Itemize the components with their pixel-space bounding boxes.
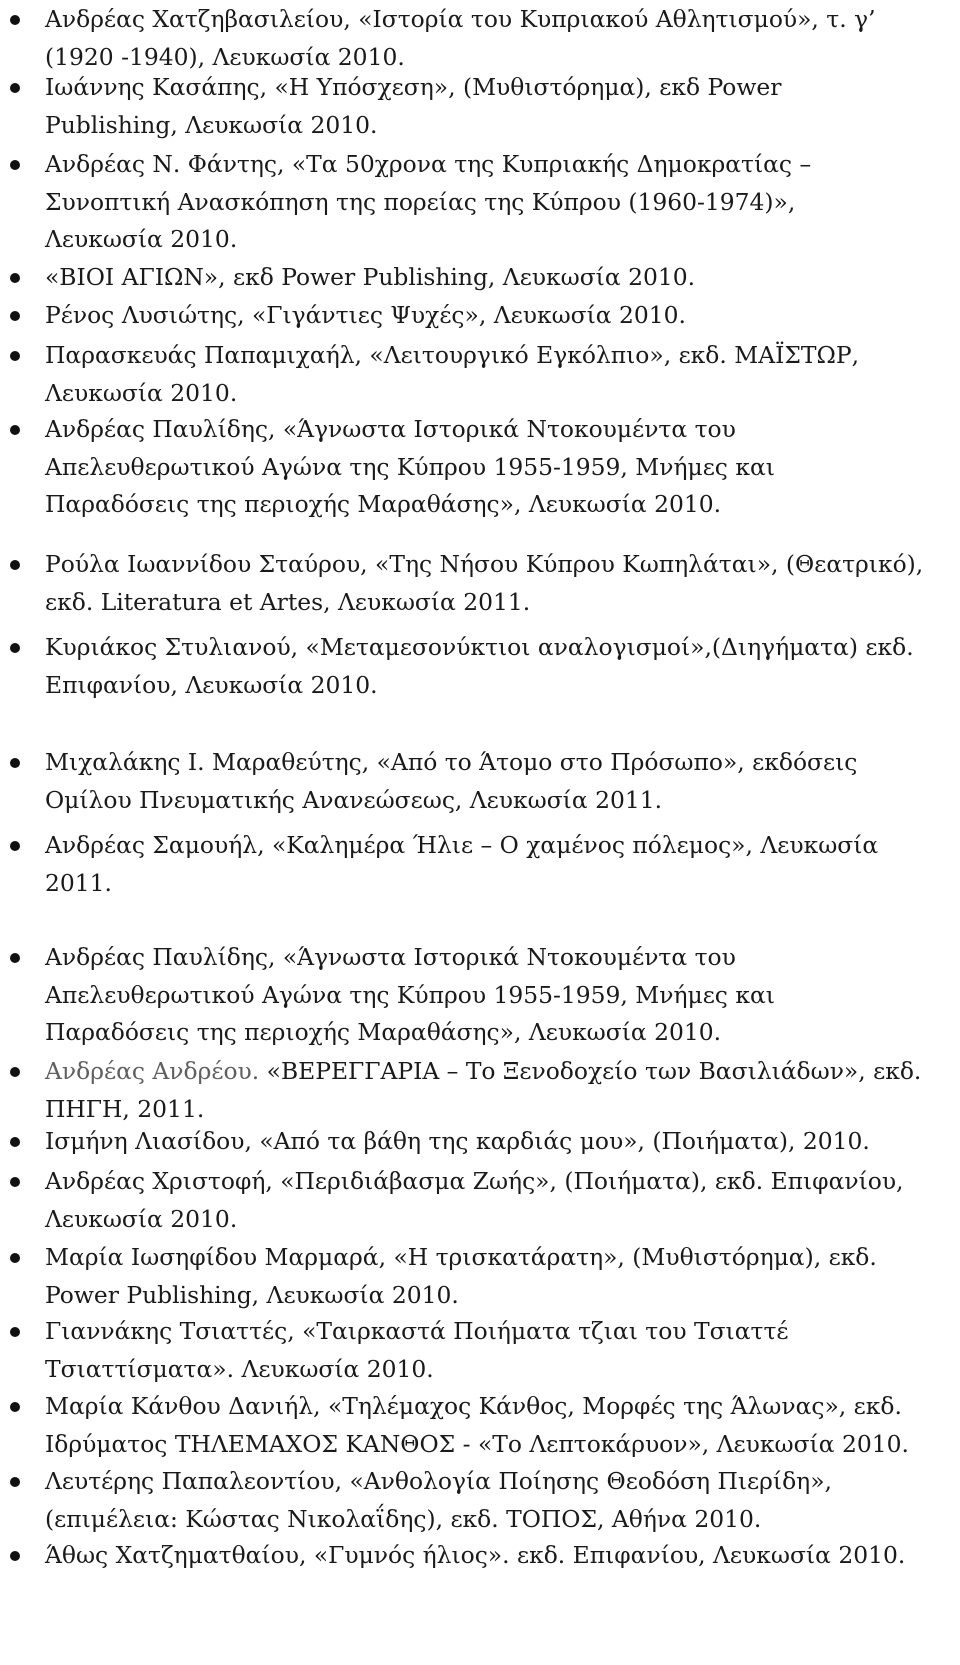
- list-item-line: [45, 628, 914, 667]
- list-item-line: [45, 976, 775, 1015]
- list-item-line: [45, 1052, 921, 1091]
- list-item-line: [45, 1276, 459, 1315]
- list-item-line: [45, 1238, 877, 1277]
- list-item-text: Ρένος Λυσιώτης, «Γιγάντιες Ψυχές», Λευκωσία 2010.: [45, 301, 686, 329]
- list-item-line: [45, 1387, 902, 1426]
- list-item-line: [45, 106, 377, 145]
- list-item-text: Ιωάννης Κασάπης, «Η Υπόσχεση», (Μυθιστόρημα), εκδ Power: [45, 73, 782, 101]
- bullet-icon: [10, 15, 20, 25]
- list-item-text: Απελευθερωτικού Αγώνα της Κύπρου 1955-1959, Μνήμες και: [45, 980, 775, 1009]
- bullet-icon: [10, 1137, 20, 1147]
- list-item-line: [45, 1162, 904, 1201]
- list-item-text: Παραδόσεις της περιοχής Μαραθάσης», Λευκωσία 2010.: [45, 490, 722, 518]
- list-item-line: [45, 1462, 832, 1501]
- bullet-icon: [10, 953, 20, 963]
- list-item-line: [45, 743, 857, 782]
- list-item-line: [45, 1500, 761, 1539]
- list-item-line: [45, 826, 878, 865]
- list-item-line: [45, 145, 811, 184]
- list-item-line: [45, 410, 736, 449]
- list-item-text: Λευκωσία 2010.: [45, 1204, 238, 1233]
- list-item-line: [45, 583, 530, 622]
- list-item-text: Μαρία Κάνθου Δανιήλ, «Τηλέμαχος Κάνθος, Μορφές της Άλωνας», εκδ.: [45, 1392, 902, 1420]
- bullet-icon: [10, 1327, 20, 1337]
- list-item-text: Ανδρέας Παυλίδης, «Άγνωστα Ιστορικά Ντοκουμέντα του: [45, 415, 736, 443]
- list-item-line: [45, 0, 876, 39]
- bullet-icon: [10, 1177, 20, 1187]
- list-item-line: [45, 545, 923, 584]
- bullet-icon: [10, 351, 20, 361]
- list-item-line: [45, 1122, 870, 1161]
- bullet-icon: [10, 643, 20, 653]
- list-item-line: [45, 1312, 789, 1351]
- list-item-text: ΠΗΓΗ, 2011.: [45, 1094, 205, 1123]
- list-item-text: Ομίλου Πνευματικής Ανανεώσεως, Λευκωσία 2011.: [45, 785, 663, 814]
- list-item-text: Κυριάκος Στυλιανού, «Μεταμεσονύκτιοι αναλογισμοί»,(Διηγήματα) εκδ.: [45, 633, 914, 661]
- list-item-text: Ισμήνη Λιασίδου, «Από τα βάθη της καρδιάς μου», (Ποιήματα), 2010.: [45, 1127, 870, 1155]
- bullet-icon: [10, 841, 20, 851]
- list-item-text: Ανδρέας Παυλίδης, «Άγνωστα Ιστορικά Ντοκουμέντα του: [45, 943, 736, 971]
- list-item-line: [45, 1013, 721, 1052]
- list-item-text: Ανδρέας Ν. Φάντης, «Τα 50χρονα της Κυπριακής Δημοκρατίας –: [45, 150, 812, 178]
- bullet-icon: [10, 1477, 20, 1487]
- list-item-text: Παραδόσεις της περιοχής Μαραθάσης», Λευκωσία 2010.: [45, 1018, 722, 1046]
- bullet-icon: [10, 83, 20, 93]
- list-item-text: (επιμέλεια: Κώστας Νικολαΐδης), εκδ. ΤΟΠΟΣ, Αθήνα 2010.: [45, 1504, 762, 1533]
- list-item-text: Απελευθερωτικού Αγώνα της Κύπρου 1955-1959, Μνήμες και: [45, 452, 775, 481]
- list-item-text: εκδ. Literatura et Artes, Λευκωσία 2011.: [45, 587, 531, 616]
- list-item-line: [45, 1425, 909, 1464]
- bullet-icon: [10, 311, 20, 321]
- list-item-text: Ανδρέας Χατζηβασιλείου, «Ιστορία του Κυπριακού Αθλητισμού», τ. γ’: [45, 5, 876, 33]
- list-item-line: [45, 864, 112, 903]
- list-item-text: Παρασκευάς Παπαμιχαήλ, «Λειτουργικό Εγκόλπιο», εκδ. ΜΑΪΣΤΩΡ,: [45, 341, 860, 369]
- list-item-text: «ΒΕΡΕΓΓΑΡΙΑ – Το Ξενοδοχείο των Βασιλιάδων», εκδ.: [259, 1057, 922, 1085]
- bullet-icon: [10, 560, 20, 570]
- list-item-text: Publishing, Λευκωσία 2010.: [45, 110, 378, 139]
- list-item-line: [45, 666, 378, 705]
- list-item-text: Ρούλα Ιωαννίδου Σταύρου, «Της Νήσου Κύπρου Κωπηλάται», (Θεατρικό),: [45, 550, 924, 578]
- list-item-line: [45, 938, 736, 977]
- list-item-line: [45, 781, 662, 820]
- bullet-icon: [10, 273, 20, 283]
- list-item-line: [45, 485, 721, 524]
- list-item-text: Γιαννάκης Τσιαττές, «Ταιρκαστά Ποιήματα τζιαι του Τσιαττέ: [45, 1317, 789, 1345]
- list-item-text: Ανδρέας Σαμουήλ, «Καλημέρα Ήλιε – Ο χαμένος πόλεμος», Λευκωσία: [45, 831, 879, 859]
- list-item-text: Τσιαττίσματα». Λευκωσία 2010.: [45, 1354, 434, 1383]
- list-item-text: Λευκωσία 2010.: [45, 225, 238, 253]
- list-item-line: [45, 1536, 905, 1575]
- bullet-icon: [10, 758, 20, 768]
- list-item-line: [45, 448, 775, 487]
- list-item-line: [45, 296, 686, 335]
- list-item-text: Μαρία Ιωσηφίδου Μαρμαρά, «Η τρισκατάρατη», (Μυθιστόρημα), εκδ.: [45, 1243, 877, 1271]
- list-item-line: [45, 258, 695, 297]
- list-item-text: Λευκωσία 2010.: [45, 378, 238, 407]
- bullet-icon: [10, 1551, 20, 1561]
- author-name: Ανδρέας Ανδρέου.: [45, 1057, 260, 1085]
- list-item-text: Λευτέρης Παπαλεοντίου, «Ανθολογία Ποίησης Θεοδόση Πιερίδη»,: [45, 1467, 832, 1495]
- list-item-text: 2011.: [45, 868, 112, 897]
- list-item-text: «ΒΙΟΙ ΑΓΙΩΝ», εκδ Power Publishing, Λευκωσία 2010.: [45, 263, 696, 291]
- list-item-line: [45, 183, 795, 222]
- bullet-icon: [10, 160, 20, 170]
- list-item-line: [45, 220, 237, 259]
- bullet-icon: [10, 1253, 20, 1263]
- list-item-text: Μιχαλάκης Ι. Μαραθεύτης, «Από το Άτομο στο Πρόσωπο», εκδόσεις: [45, 748, 858, 776]
- bullet-icon: [10, 1402, 20, 1412]
- list-item-line: [45, 336, 859, 375]
- list-item-line: [45, 1350, 434, 1389]
- list-item-text: Ανδρέας Χριστοφή, «Περιδιάβασμα Ζωής», (Ποιήματα), εκδ. Επιφανίου,: [45, 1167, 904, 1195]
- bullet-icon: [10, 1067, 20, 1077]
- list-item-text: Επιφανίου, Λευκωσία 2010.: [45, 670, 378, 699]
- list-item-text: (1920 -1940), Λευκωσία 2010.: [45, 42, 405, 71]
- list-item-line: [45, 68, 781, 107]
- bullet-icon: [10, 425, 20, 435]
- list-item-text: Power Publishing, Λευκωσία 2010.: [45, 1280, 459, 1309]
- list-item-text: Συνοπτική Ανασκόπηση της πορείας της Κύπρου (1960-1974)»,: [45, 187, 796, 216]
- list-item-text: Ιδρύματος ΤΗΛΕΜΑΧΟΣ ΚΑΝΘΟΣ - «Το Λεπτοκάρυον», Λευκωσία 2010.: [45, 1429, 909, 1458]
- list-item-line: [45, 374, 237, 413]
- list-item-text: Άθως Χατζηματθαίου, «Γυμνός ήλιος». εκδ. Επιφανίου, Λευκωσία 2010.: [45, 1541, 906, 1569]
- list-item-line: [45, 1200, 237, 1239]
